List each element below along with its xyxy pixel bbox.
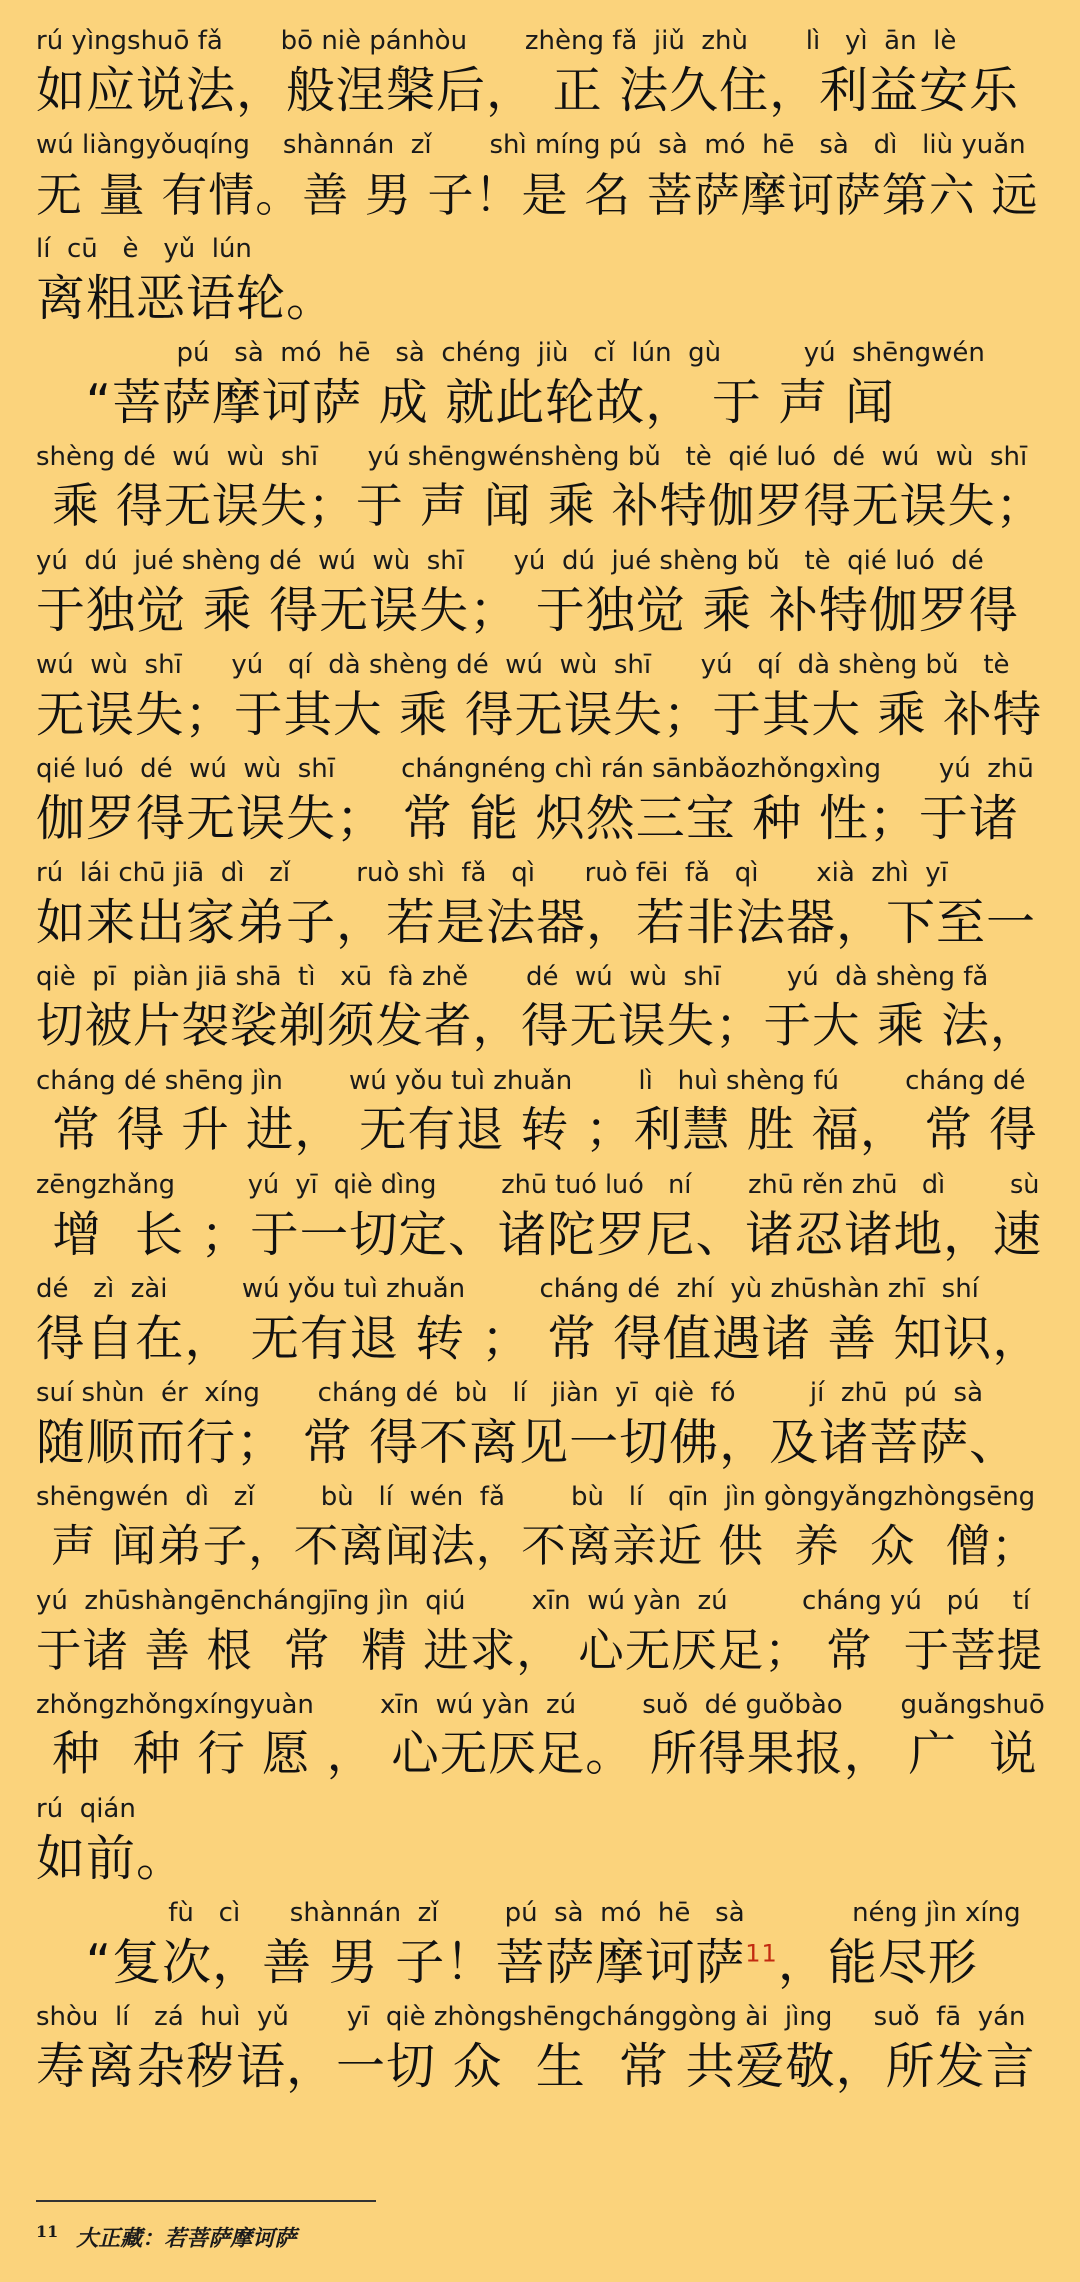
text-line	[36, 26, 1046, 130]
hanzi-row: 无 量 有情。善 男 子！是 名 菩萨摩诃萨第六 远	[36, 168, 1039, 222]
hanzi-row: 声 闻弟子，不离闻法，不离亲近 供 养 众 僧；	[36, 1521, 1037, 1572]
hanzi-row: 增 长 ；于一切定、诸陀罗尼、诸忍诸地，速	[36, 1207, 1043, 1263]
pinyin-row: yú zhūshàngēnchángjīng jìn qiú xīn wú yàn zú cháng yú pú tí	[36, 1586, 1031, 1616]
text-line	[36, 754, 1046, 858]
hanzi-row: 如来出家弟子，若是法器，若非法器，下至一	[36, 894, 1037, 951]
pinyin-row: dé zì zài wú yǒu tuì zhuǎn cháng dé zhí yù zhūshàn zhī shí	[36, 1274, 979, 1304]
text-line	[36, 442, 1046, 546]
pinyin-row: wú wù shī yú qí dà shèng dé wú wù shī yú qí dà shèng bǔ tè	[36, 650, 1010, 680]
footnote-reference[interactable]: 11	[745, 1939, 778, 1968]
hanzi-row: 常 得 升 进， 无有退 转 ；利慧 胜 福， 常 得	[36, 1103, 1038, 1158]
text-line	[36, 1794, 1046, 1898]
hanzi-row: 随顺而行； 常 得不离见一切佛，及诸菩萨、	[36, 1414, 1020, 1471]
footnote-divider	[36, 2200, 376, 2202]
footnote	[36, 2212, 296, 2252]
text-line	[36, 1690, 1046, 1794]
hanzi-row: 于诸 善 根 常 精 进求， 心无厌足； 常 于菩提	[36, 1624, 1044, 1677]
pinyin-row: lí cū è yǔ lún	[36, 234, 252, 264]
text-line	[36, 1066, 1046, 1170]
pinyin-row: qiè pī piàn jiā shā tì xū fà zhě dé wú wù shī yú dà shèng fǎ	[36, 962, 989, 992]
hanzi-row: 伽罗得无误失； 常 能 炽然三宝 种 性；于诸	[36, 790, 1019, 847]
footnote-text: 大正藏：若菩萨摩诃萨	[76, 2225, 297, 2252]
text-line	[36, 1274, 1046, 1378]
text-line	[36, 858, 1046, 962]
pinyin-row: yú dú jué shèng dé wú wù shī yú dú jué shèng bǔ tè qié luó dé	[36, 546, 984, 576]
text-line	[36, 1586, 1046, 1690]
pinyin-row: rú qián	[36, 1794, 136, 1824]
text-line	[36, 1482, 1046, 1586]
hanzi-row: 于独觉 乘 得无误失； 于独觉 乘 补特伽罗得	[36, 582, 1019, 639]
hanzi-row: 寿离杂秽语，一切 众 生 常 共爱敬，所发言	[36, 2038, 1036, 2095]
pinyin-row: rú yìngshuō fǎ bō niè pánhòu zhèng fǎ jiǔ zhù lì yì ān lè	[36, 26, 957, 56]
hanzi-row: “菩萨摩诃萨 成 就此轮故， 于 声 闻	[36, 374, 895, 431]
text-line	[36, 1898, 1046, 2002]
pinyin-row: shēngwén dì zǐ bù lí wén fǎ bù lí qīn jìn gòngyǎngzhòngsēng	[36, 1482, 1036, 1512]
pinyin-row: cháng dé shēng jìn wú yǒu tuì zhuǎn lì huì shèng fú cháng dé	[36, 1066, 1026, 1096]
hanzi-row: 种 种 行 愿 ， 心无厌足。 所得果报， 广 说	[36, 1727, 1038, 1782]
text-line	[36, 962, 1046, 1066]
text-line	[36, 338, 1046, 442]
hanzi-row: 得自在， 无有退 转 ； 常 得值遇诸 善 知识，	[36, 1311, 1042, 1367]
hanzi-row: 如前。	[36, 1830, 187, 1887]
pinyin-row: qié luó dé wú wù shī chángnéng chì rán sānbǎozhǒngxìng yú zhū	[36, 754, 1034, 784]
hanzi-segment: “复次，善 男 子！菩萨摩诃萨	[36, 1934, 746, 1991]
text-line	[36, 234, 1046, 338]
pinyin-row: rú lái chū jiā dì zǐ ruò shì fǎ qì ruò fēi fǎ qì xià zhì yī	[36, 858, 948, 888]
hanzi-row: 乘 得无误失；于 声 闻 乘 补特伽罗得无误失；	[36, 479, 1044, 534]
text-line	[36, 130, 1046, 234]
pinyin-row: zhǒngzhǒngxíngyuàn xīn wú yàn zú suǒ dé guǒbào guǎngshuō	[36, 1690, 1045, 1720]
hanzi-row: 离粗恶语轮。	[36, 270, 337, 327]
hanzi-row	[36, 1928, 1046, 1998]
text-line	[36, 2002, 1046, 2106]
footnote-number: 11	[36, 2222, 59, 2241]
pinyin-row: pú sà mó hē sà chéng jiù cǐ lún gù yú shēngwén	[36, 338, 985, 368]
text-line	[36, 1378, 1046, 1482]
hanzi-row: 切被片袈裟剃须发者，得无误失；于大 乘 法，	[36, 999, 1039, 1054]
pinyin-row: zēngzhǎng yú yī qiè dìng zhū tuó luó ní zhū rěn zhū dì sù	[36, 1170, 1040, 1200]
hanzi-segment: ，能尽形	[777, 1934, 978, 1991]
text-line	[36, 1170, 1046, 1274]
pinyin-row: shòu lí zá huì yǔ yī qiè zhòngshēngchánggòng ài jìng suǒ fā yán	[36, 2002, 1026, 2032]
pinyin-row: suí shùn ér xíng cháng dé bù lí jiàn yī qiè fó jí zhū pú sà	[36, 1378, 984, 1408]
hanzi-row: 无误失；于其大 乘 得无误失；于其大 乘 补特	[36, 687, 1043, 743]
pinyin-row: fù cì shànnán zǐ pú sà mó hē sà néng jìn xíng	[36, 1898, 1021, 1928]
pinyin-row: shèng dé wú wù shī yú shēngwénshèng bǔ tè qié luó dé wú wù shī	[36, 442, 1028, 472]
hanzi-row: 如应说法，般涅槃后， 正 法久住，利益安乐	[36, 62, 1020, 119]
pinyin-row: wú liàngyǒuqíng shànnán zǐ shì míng pú sà mó hē sà dì liù yuǎn	[36, 130, 1026, 160]
text-line	[36, 546, 1046, 650]
text-line	[36, 650, 1046, 754]
